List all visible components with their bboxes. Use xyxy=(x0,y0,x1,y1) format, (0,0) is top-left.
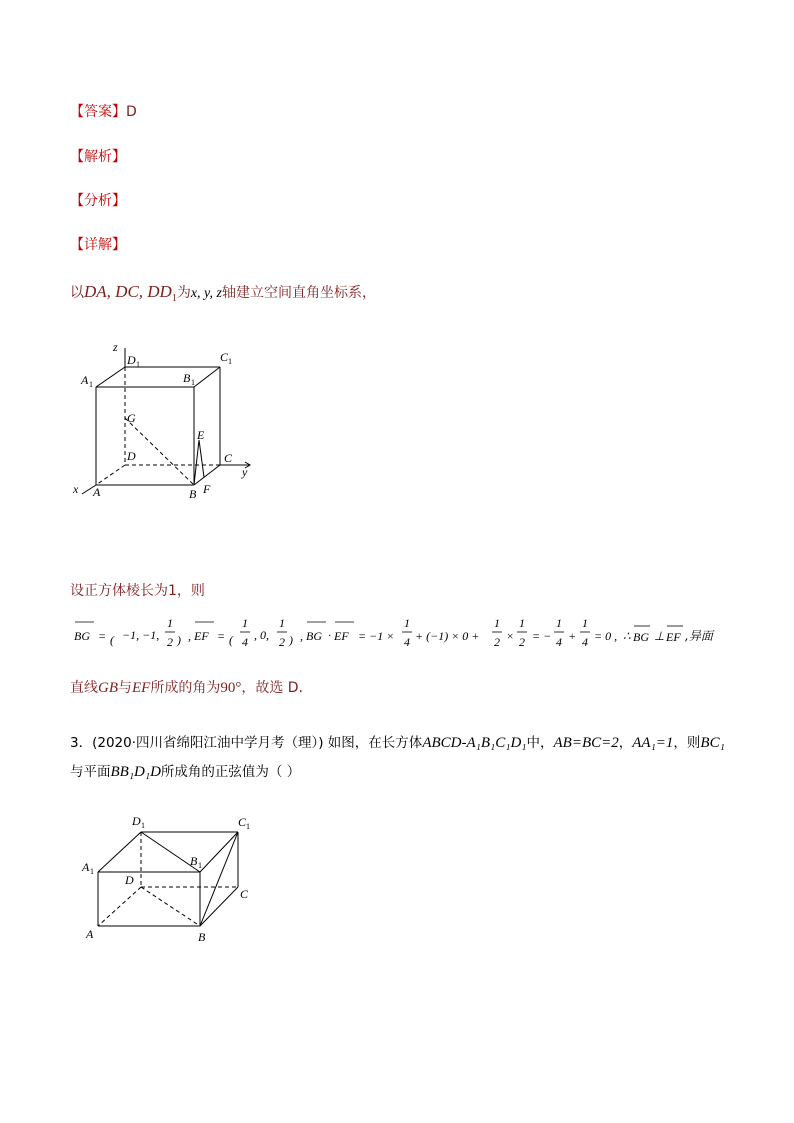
svg-text:EF: EF xyxy=(666,630,681,644)
svg-text:1: 1 xyxy=(494,616,500,630)
svg-text:4: 4 xyxy=(404,635,410,649)
answer-line xyxy=(70,101,137,121)
analysis-heading: 【解析】 xyxy=(70,149,126,165)
fig1-x: x xyxy=(73,482,79,496)
svg-text:1: 1 xyxy=(167,616,173,630)
svg-text:4: 4 xyxy=(582,635,588,649)
step2-line: 设正方体棱长为1，则 xyxy=(70,583,205,599)
fig1-y: y xyxy=(242,465,248,479)
step1-xyz: x, y, z xyxy=(190,286,222,301)
svg-text:=: = xyxy=(98,629,107,643)
svg-text:D: D xyxy=(125,873,134,887)
answer-label: 【答案】 xyxy=(70,104,126,120)
step1-suffix: 轴建立空间直角坐标系， xyxy=(221,285,376,301)
step1-axes: DA, DC, DD xyxy=(84,282,172,301)
svg-text:= −: = − xyxy=(532,629,552,643)
svg-text:1: 1 xyxy=(556,616,562,630)
svg-text:): ) xyxy=(289,633,293,647)
q3-line1: 3．(2020·四川省绵阳江油中学月考（理）) 如图，在长方体ABCD-A₁B₁C₁D₁中，AB=BC=2，AA₁=1，则BC₁ xyxy=(70,735,725,751)
svg-text:4: 4 xyxy=(556,635,562,649)
therefore-symbol: ∴ xyxy=(623,629,631,643)
svg-text:−1, −1,: −1, −1, xyxy=(122,628,160,642)
svg-text:1: 1 xyxy=(136,360,140,369)
svg-text:1: 1 xyxy=(141,821,145,830)
svg-text:1: 1 xyxy=(519,616,525,630)
perp-symbol: ⊥ xyxy=(654,629,665,643)
svg-text:BG: BG xyxy=(306,629,322,643)
fig1-a1: A xyxy=(81,373,89,387)
svg-text:+ (−1) × 0 +: + (−1) × 0 + xyxy=(415,629,480,643)
svg-text:B: B xyxy=(190,854,198,868)
formula-tail: ,异面 xyxy=(685,629,713,643)
svg-text:2: 2 xyxy=(279,635,285,649)
svg-text:1: 1 xyxy=(228,357,232,366)
svg-text:1: 1 xyxy=(90,867,94,876)
svg-text:BG: BG xyxy=(633,630,649,644)
svg-text:A: A xyxy=(82,860,90,874)
svg-text:·: · xyxy=(328,628,331,642)
svg-text:1: 1 xyxy=(246,822,250,831)
step1-prefix: 以 xyxy=(70,285,84,301)
step1-wei: 为 xyxy=(176,285,191,301)
cube-figure xyxy=(70,340,260,505)
svg-text:): ) xyxy=(177,633,181,647)
box-figure xyxy=(78,812,268,947)
svg-text:= 0 ,: = 0 , xyxy=(594,629,618,643)
fenxi-heading: 【分析】 xyxy=(70,193,126,209)
svg-text:1: 1 xyxy=(242,616,248,630)
svg-text:D: D xyxy=(132,814,141,828)
vec-ef: EF xyxy=(194,629,209,643)
q3-line2: 与平面BB₁D₁D所成角的正弦值为（ ） xyxy=(70,764,301,780)
svg-text:,: , xyxy=(300,629,303,643)
svg-text:+: + xyxy=(568,629,577,643)
svg-text:1: 1 xyxy=(279,616,285,630)
svg-text:×: × xyxy=(506,629,515,643)
svg-text:1: 1 xyxy=(198,861,202,870)
svg-text:1: 1 xyxy=(404,616,410,630)
fig1-c1: C xyxy=(220,350,229,364)
fig1-z: z xyxy=(113,340,118,354)
fig1-e: E xyxy=(197,428,205,442)
svg-text:,: , xyxy=(188,629,191,643)
svg-text:EF: EF xyxy=(334,629,349,643)
svg-text:(: ( xyxy=(229,633,233,647)
fig1-a: A xyxy=(93,485,101,499)
svg-text:= −1 ×: = −1 × xyxy=(358,629,395,643)
svg-text:(: ( xyxy=(110,633,114,647)
fig1-b: B xyxy=(189,487,197,501)
fig1-g: G xyxy=(127,411,136,425)
fig1-d1: D xyxy=(127,353,136,367)
svg-text:2: 2 xyxy=(519,635,525,649)
svg-text:1: 1 xyxy=(191,378,195,387)
svg-text:1: 1 xyxy=(89,380,93,389)
svg-text:4: 4 xyxy=(242,635,248,649)
svg-text:B: B xyxy=(198,930,206,944)
detail-heading: 【详解】 xyxy=(70,237,126,253)
fig1-f: F xyxy=(203,482,211,496)
fig1-b1: B xyxy=(183,371,191,385)
svg-text:A: A xyxy=(86,927,94,941)
svg-text:, 0,: , 0, xyxy=(254,628,269,642)
step1-axes-sub: 1 xyxy=(171,292,177,304)
svg-text:=: = xyxy=(217,629,226,643)
vector-formula xyxy=(74,608,724,660)
step3-line: 直线GB与EF所成的角为90°，故选 D. xyxy=(70,680,304,696)
fig1-d: D xyxy=(127,449,136,463)
svg-text:2: 2 xyxy=(167,635,173,649)
vec-bg: BG xyxy=(74,629,90,643)
svg-text:C: C xyxy=(240,887,249,901)
fig1-c: C xyxy=(224,451,233,465)
svg-text:1: 1 xyxy=(582,616,588,630)
step1-line xyxy=(70,282,376,304)
svg-text:C: C xyxy=(238,815,247,829)
answer-value: D xyxy=(126,104,137,120)
svg-text:2: 2 xyxy=(494,635,500,649)
